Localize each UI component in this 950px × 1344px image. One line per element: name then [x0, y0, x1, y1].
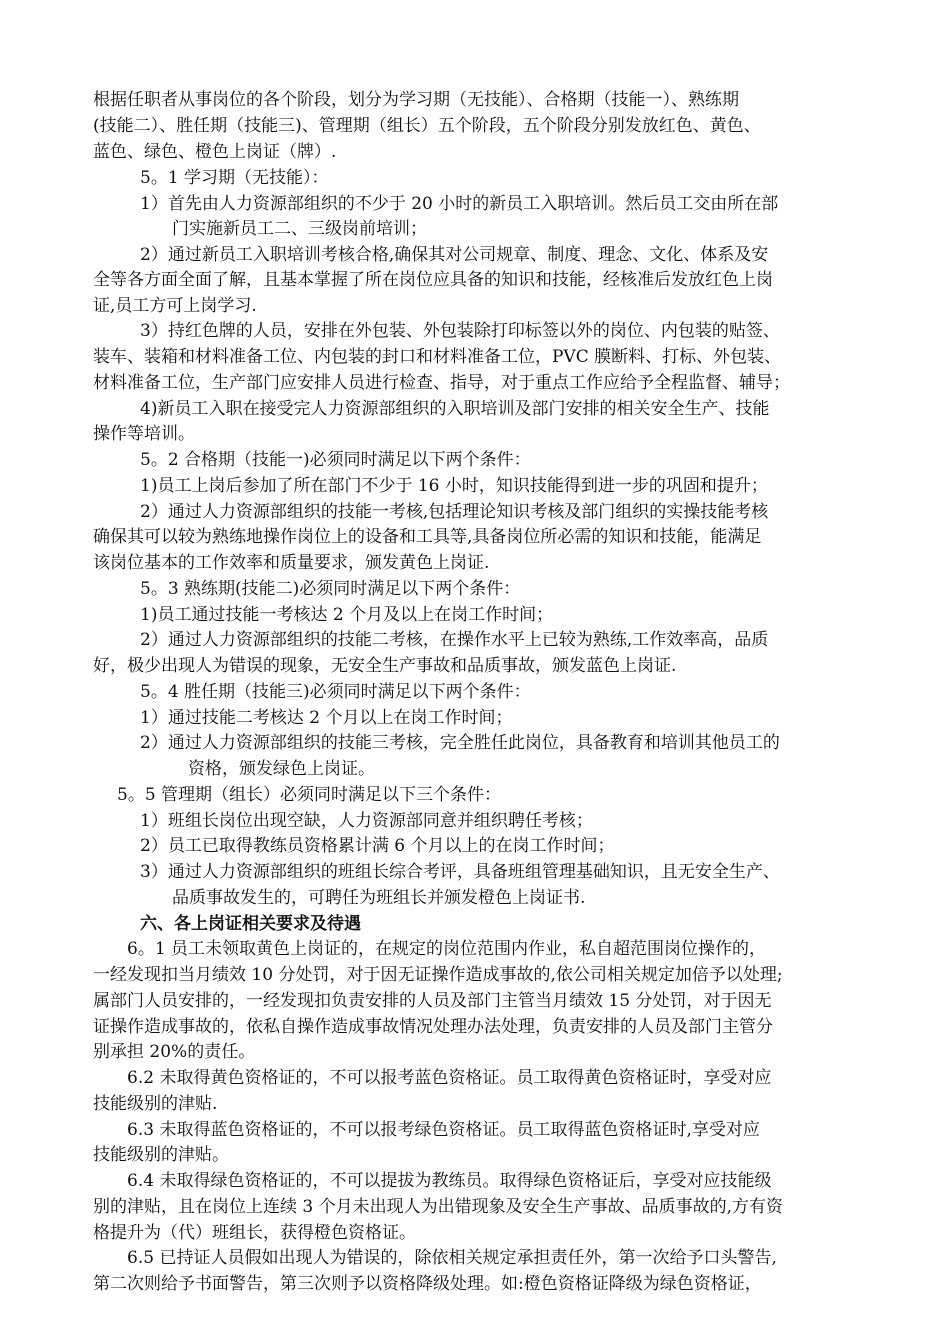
text-line-43: 6.4 未取得绿色资格证的，不可以提拔为教练员。取得绿色资格证后，享受对应技能级	[127, 1171, 772, 1191]
text-line-7: 2）通过新员工入职培训考核合格,确保其对公司规章、制度、理念、文化、体系及安	[140, 245, 769, 265]
text-line-37: 证操作造成事故的，依私自操作造成事故情况处理办法处理，负责安排的人员及部门主管分	[93, 1017, 773, 1037]
text-line-35: 一经发现扣当月绩效 10 分处罚，对于因无证操作造成事故的,依公司相关规定加倍予以处理;	[93, 965, 783, 985]
text-line-1: 根据任职者从事岗位的各个阶段，划分为学习期（无技能）、合格期（技能一）、熟练期	[93, 90, 739, 110]
text-line-21: 1)员工通过技能一考核达 2 个月及以上在岗工作时间；	[140, 605, 554, 625]
section-heading-5-2: 5。2 合格期（技能一)必须同时满足以下两个条件：	[140, 450, 531, 470]
text-line-26: 2）通过人力资源部组织的技能三考核，完全胜任此岗位，具备教育和培训其他员工的	[140, 733, 780, 753]
text-line-23: 好，极少出现人为错误的现象，无安全生产事故和品质事故，颁发蓝色上岗证.	[93, 656, 677, 676]
text-line-5: 1）首先由人力资源部组织的不少于 20 小时的新员工入职培训。然后员工交由所在部	[140, 194, 779, 214]
text-line-41: 6.3 未取得蓝色资格证的，不可以报考绿色资格证。员工取得蓝色资格证时,享受对应	[127, 1120, 760, 1140]
text-line-32: 品质事故发生的，可聘任为班组长并颁发橙色上岗证书.	[172, 888, 586, 908]
text-line-29: 1）班组长岗位出现空缺，人力资源部同意并组织聘任考核；	[140, 811, 593, 831]
text-line-12: 材料准备工位，生产部门应安排人员进行检查、指导，对于重点工作应给予全程监督、辅导；	[93, 373, 790, 393]
text-line-2: (技能二）、胜任期（技能三)、管理期（组长）五个阶段，五个阶段分别发放红色、黄色、	[93, 116, 761, 136]
section-heading-5-5: 5。5 管理期（组长）必须同时满足以下三个条件：	[117, 785, 502, 805]
text-line-45: 格提升为（代）班组长，获得橙色资格证。	[93, 1223, 416, 1243]
text-line-38: 别承担 20%的责任。	[93, 1042, 256, 1062]
text-line-25: 1）通过技能二考核达 2 个月以上在岗工作时间；	[140, 708, 513, 728]
section-heading-6: 六、各上岗证相关要求及待遇	[140, 914, 361, 934]
text-line-17: 2）通过人力资源部组织的技能一考核,包括理论知识考核及部门组织的实操技能考核	[140, 502, 769, 522]
text-line-44: 别的津贴，且在岗位上连续 3 个月未出现人为出错现象及安全生产事故、品质事故的,方有资	[93, 1197, 784, 1217]
section-heading-5-3: 5。3 熟练期(技能二)必须同时满足以下两个条件：	[140, 579, 521, 599]
text-line-6: 门实施新员工二、三级岗前培训；	[172, 219, 427, 239]
text-line-19: 该岗位基本的工作效率和质量要求，颁发黄色上岗证.	[93, 553, 490, 573]
section-heading-5-4: 5。4 胜任期（技能三)必须同时满足以下两个条件：	[140, 682, 531, 702]
text-line-30: 2）员工已取得教练员资格累计满 6 个月以上的在岗工作时间；	[140, 836, 615, 856]
text-line-10: 3）持红色牌的人员，安排在外包装、外包装除打印标签以外的岗位、内包装的贴签、	[140, 321, 780, 341]
text-line-31: 3）通过人力资源部组织的班组长综合考评，具备班组管理基础知识，且无安全生产、	[140, 862, 780, 882]
text-line-42: 技能级别的津贴。	[93, 1145, 229, 1165]
text-line-40: 技能级别的津贴.	[93, 1094, 218, 1114]
text-line-14: 操作等培训。	[93, 424, 195, 444]
text-line-27: 资格，颁发绿色上岗证。	[188, 759, 375, 779]
text-line-13: 4)新员工入职在接受完人力资源部组织的入职培训及部门安排的相关安全生产、技能	[140, 399, 770, 419]
text-line-34: 6。1 员工未领取黄色上岗证的，在规定的岗位范围内作业，私自超范围岗位操作的，	[127, 939, 767, 959]
text-line-18: 确保其可以较为熟练地操作岗位上的设备和工具等,具备岗位所必需的知识和技能，能满足	[93, 527, 762, 547]
text-line-22: 2）通过人力资源部组织的技能二考核，在操作水平上已较为熟练,工作效率高，品质	[140, 630, 769, 650]
text-line-8: 全等各方面全面了解，且基本掌握了所在岗位应具备的知识和技能，经核准后发放红色上岗	[93, 270, 773, 290]
text-line-9: 证,员工方可上岗学习.	[93, 296, 257, 316]
text-line-47: 第二次则给予书面警告，第三次则予以资格降级处理。如:橙色资格证降级为绿色资格证，	[93, 1274, 762, 1294]
text-line-39: 6.2 未取得黄色资格证的，不可以报考蓝色资格证。员工取得黄色资格证时，享受对应	[127, 1068, 772, 1088]
text-line-46: 6.5 已持证人员假如出现人为错误的，除依相关规定承担责任外，第一次给予口头警告,	[127, 1248, 777, 1268]
text-line-11: 装车、装箱和材料准备工位、内包装的封口和材料准备工位，PVC 膜断料、打标、外包装、	[93, 347, 782, 367]
section-heading-5-1: 5。1 学习期（无技能）：	[140, 168, 329, 188]
text-line-36: 属部门人员安排的，一经发现扣负责安排的人员及部门主管当月绩效 15 分处罚，对于因无	[93, 991, 772, 1011]
text-line-16: 1)员工上岗后参加了所在部门不少于 16 小时，知识技能得到进一步的巩固和提升；	[140, 476, 768, 496]
text-line-3: 蓝色、绿色、橙色上岗证（牌）.	[93, 142, 337, 162]
